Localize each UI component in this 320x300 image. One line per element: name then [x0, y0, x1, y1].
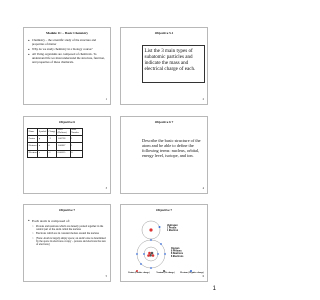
handout-page-number: 1 — [212, 286, 216, 292]
slide-page-number: 6 — [202, 275, 204, 279]
table-cell: Neutron — [28, 143, 38, 150]
slide-title: Objective 7 — [58, 208, 76, 212]
bullet-item: ● Each atom is composed of: — [28, 219, 107, 223]
table-cell: 1 — [70, 143, 82, 150]
table-row — [28, 136, 83, 143]
table-cell: +1 — [47, 136, 56, 143]
bullet-item: ● Why do we study chemistry in a biology course? — [28, 48, 107, 52]
table-cell: n — [38, 143, 48, 150]
slide-page-number: 5 — [105, 275, 107, 279]
table-row — [28, 143, 83, 150]
table-cell: e — [38, 150, 48, 157]
hydrogen-atom-icon — [142, 221, 161, 239]
table-cell: Electron — [28, 150, 38, 157]
slide-2 — [120, 27, 208, 105]
proton-caption: Proton (Positive charge) — [128, 272, 150, 274]
slide-4 — [120, 116, 208, 194]
table-cell: 1 — [70, 136, 82, 143]
particle-captions — [127, 272, 204, 274]
slide-page-number: 3 — [105, 187, 107, 191]
bullet-item: ● All living organisms are composed of chemicals. To understand life we must understand the structure, function, and properties of these chemicals. — [28, 53, 107, 64]
table-header-cell: Symbol — [38, 129, 48, 136]
electron-caption: Electron (Negative charge) — [180, 272, 204, 274]
slide-title: Objective 6 7 — [154, 120, 174, 124]
sub-bullet-item: ○ Electrons which are in constant motion around the nucleus — [28, 232, 107, 235]
objective-text: Describe the basic structure of the atom and be able to define the following terms: nucleus, orbital, energy level, isotope, and ion. — [142, 138, 201, 159]
neutron-caption: Neutron (No charge) — [156, 272, 175, 274]
slide-title: Objective 6 — [58, 120, 76, 124]
table-row — [28, 150, 83, 157]
slide-3 — [23, 116, 111, 194]
table-header-cell: Charge — [47, 129, 56, 136]
atom-diagram — [127, 218, 205, 272]
slide-5 — [23, 204, 111, 282]
slide-page-number: 4 — [202, 187, 204, 191]
table-cell: 0 — [70, 150, 82, 157]
bullet-item: ● Chemistry – the scientific study of the structure and properties of matter — [28, 39, 107, 46]
table-cell: 1.00728 — [57, 136, 71, 143]
slide-6 — [120, 204, 208, 282]
table-header-cell: Mass (Daltons) — [57, 129, 71, 136]
slide-title: Objective 5.1 — [154, 31, 174, 35]
slide-1 — [23, 27, 111, 105]
bullet-list — [28, 219, 107, 248]
table-cell: p — [38, 136, 48, 143]
hydrogen-label: Hydrogen 1 Proton 1 Electron — [167, 225, 179, 233]
sub-bullet-item: ○ Protons and neutrons which are densely packed together in the central part of the atom called the nucleus — [28, 225, 107, 231]
table-cell: -1 — [47, 150, 56, 157]
table-header-cell: Name — [28, 129, 38, 136]
objective-box: List the 3 main types of subatomic particles and indicate the mass and electrical charge of each. — [142, 45, 205, 83]
table-cell: 0.00055 — [57, 150, 71, 157]
table-cell: Proton — [28, 136, 38, 143]
slide-page-number: 1 — [105, 98, 107, 102]
slide-page-number: 2 — [202, 98, 204, 102]
table-cell: 1.00867 — [57, 143, 71, 150]
oxygen-label: Oxygen 8 Protons 8 Neutrons 8 Electrons — [171, 248, 184, 258]
particle-table — [27, 128, 83, 158]
table-header-cell: Mass Number — [70, 129, 82, 136]
slide-title: Module 1C – Basic Chemistry — [45, 31, 89, 35]
table-header-row — [28, 129, 83, 136]
bullet-list — [28, 39, 107, 66]
table-cell: 0 — [47, 143, 56, 150]
note-item: ○ [Note: Atom is largely empty space; an atom's size is determined by the space its electrons occupy – protons and electrons the size of electrons] — [28, 237, 107, 247]
slide-title: Objective 7 — [155, 208, 173, 212]
oxygen-atom-icon — [136, 239, 166, 269]
